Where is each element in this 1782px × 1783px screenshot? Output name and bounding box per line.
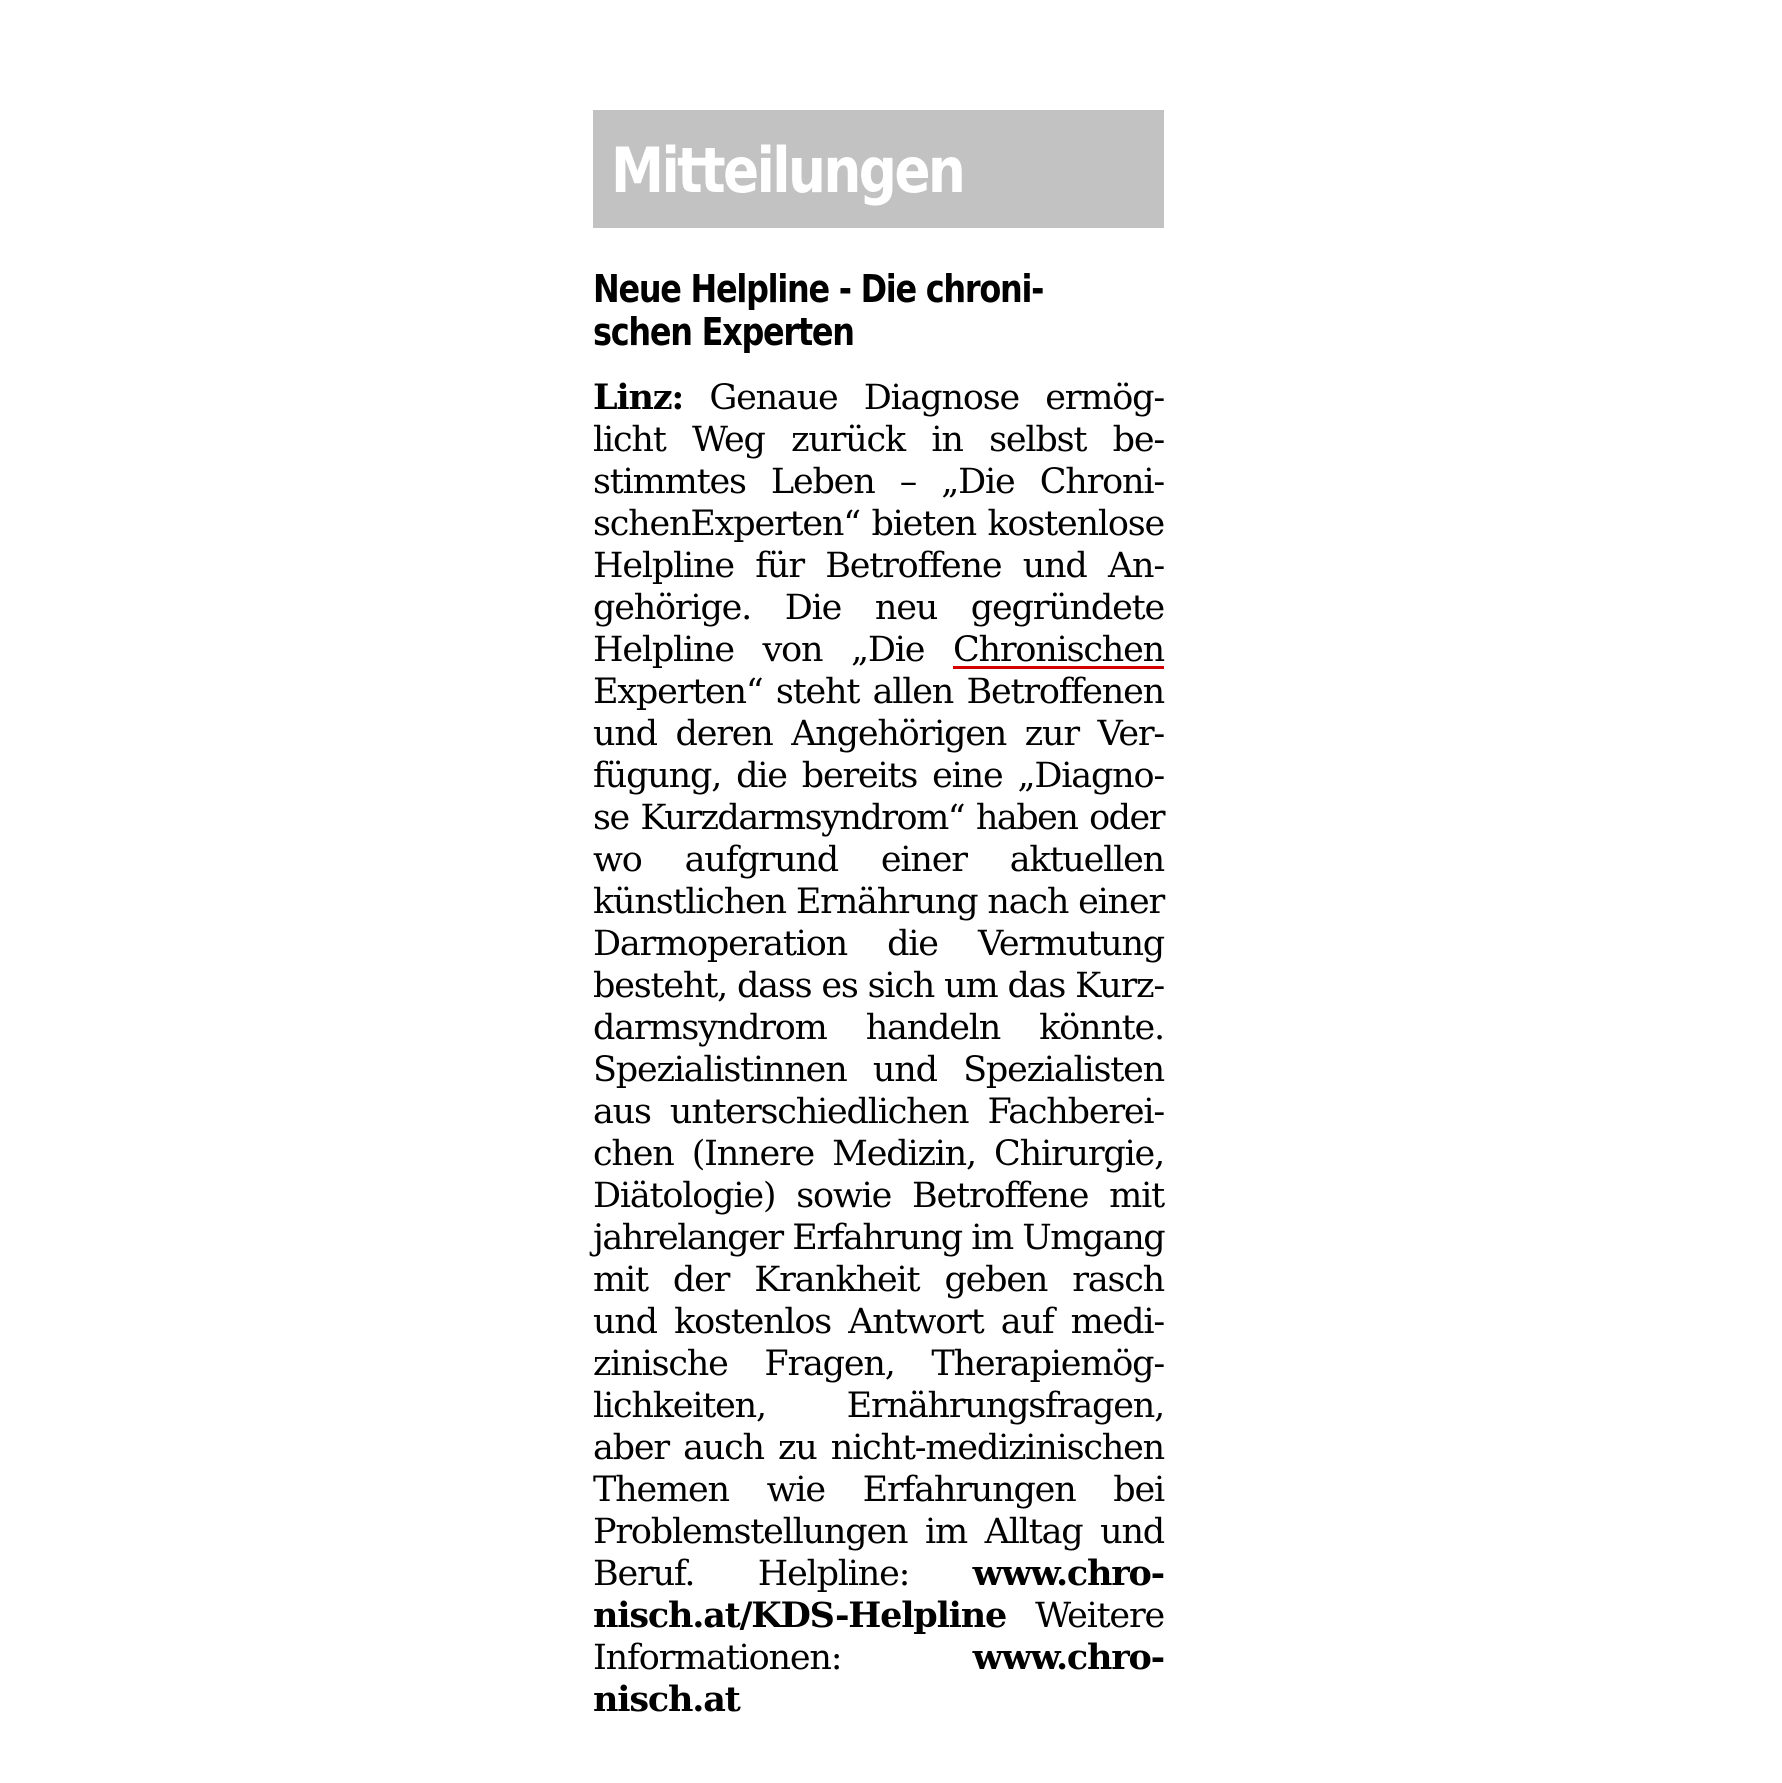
helpline-url[interactable]: www.chro- — [972, 1553, 1164, 1594]
body-line: gehörige. Die neu gegründete — [593, 588, 1164, 628]
headline-line: Neue Helpline - Die chroni- — [593, 267, 1044, 311]
body-line: chen (Innere Medizin, Chirurgie, — [593, 1134, 1164, 1174]
article-headline — [593, 268, 1164, 354]
body-line: darmsyndrom handeln könnte. — [593, 1008, 1164, 1048]
article-column — [593, 110, 1164, 1721]
body-text: Helpline von „Die — [593, 630, 953, 670]
body-line: Experten“ steht allen Betroffenen — [593, 672, 1164, 712]
body-line: und deren Angehörigen zur Ver- — [593, 714, 1164, 754]
body-line: licht Weg zurück in selbst be- — [593, 420, 1164, 460]
body-line: mit der Krankheit geben rasch — [593, 1260, 1164, 1300]
body-line: besteht, dass es sich um das Kurz- — [593, 966, 1164, 1006]
body-line: lichkeiten, Ernährungsfragen, — [593, 1386, 1164, 1426]
body-line: Themen wie Erfahrungen bei — [593, 1470, 1164, 1510]
body-text: Genaue Diagnose ermög- — [683, 378, 1164, 418]
body-line: künstlichen Ernährung nach einer — [593, 882, 1164, 922]
article-body — [593, 377, 1164, 1721]
section-title: Mitteilungen — [611, 134, 964, 207]
body-line: zinische Fragen, Therapiemög- — [593, 1344, 1164, 1384]
body-line: aber auch zu nicht-medizinischen — [593, 1428, 1164, 1468]
body-line: aus unterschiedlichen Fachberei- — [593, 1092, 1164, 1132]
body-line: jahrelanger Erfahrung im Umgang — [593, 1218, 1165, 1258]
headline-line: schen Experten — [593, 310, 854, 354]
body-line: und kostenlos Antwort auf medi- — [593, 1302, 1164, 1342]
body-line: Problemstellungen im Alltag und — [593, 1512, 1164, 1552]
body-line: schenExperten“ bieten kostenlose — [593, 504, 1164, 544]
body-text: Weitere — [1006, 1596, 1164, 1636]
body-line: Darmoperation die Vermutung — [593, 924, 1164, 964]
body-line — [593, 1595, 1164, 1637]
body-line: stimmtes Leben – „Die Chroni- — [593, 462, 1164, 502]
body-line: Helpline für Betroffene und An- — [593, 546, 1164, 586]
body-line: wo aufgrund einer aktuellen — [593, 840, 1164, 880]
body-text: Beruf. Helpline: — [593, 1554, 973, 1594]
body-line — [593, 629, 1164, 671]
helpline-url[interactable]: nisch.at/KDS-Helpline — [593, 1595, 1007, 1636]
body-line: Spezialistinnen und Spezialisten — [593, 1050, 1164, 1090]
dateline: Linz: — [593, 377, 684, 418]
body-line: se Kurzdarmsyndrom“ haben oder — [593, 798, 1164, 838]
body-line — [593, 1637, 1164, 1679]
body-line: Diätologie) sowie Betroffene mit — [593, 1176, 1164, 1216]
website-url[interactable]: nisch.at — [593, 1679, 740, 1720]
body-text: Informationen: — [593, 1638, 973, 1678]
body-line: fügung, die bereits eine „Diagno- — [593, 756, 1164, 796]
section-banner — [593, 110, 1164, 228]
website-url[interactable]: www.chro- — [972, 1637, 1164, 1678]
spellcheck-underlined-word: Chronischen — [952, 630, 1164, 670]
body-line — [593, 1553, 1164, 1595]
body-line — [593, 377, 1164, 419]
